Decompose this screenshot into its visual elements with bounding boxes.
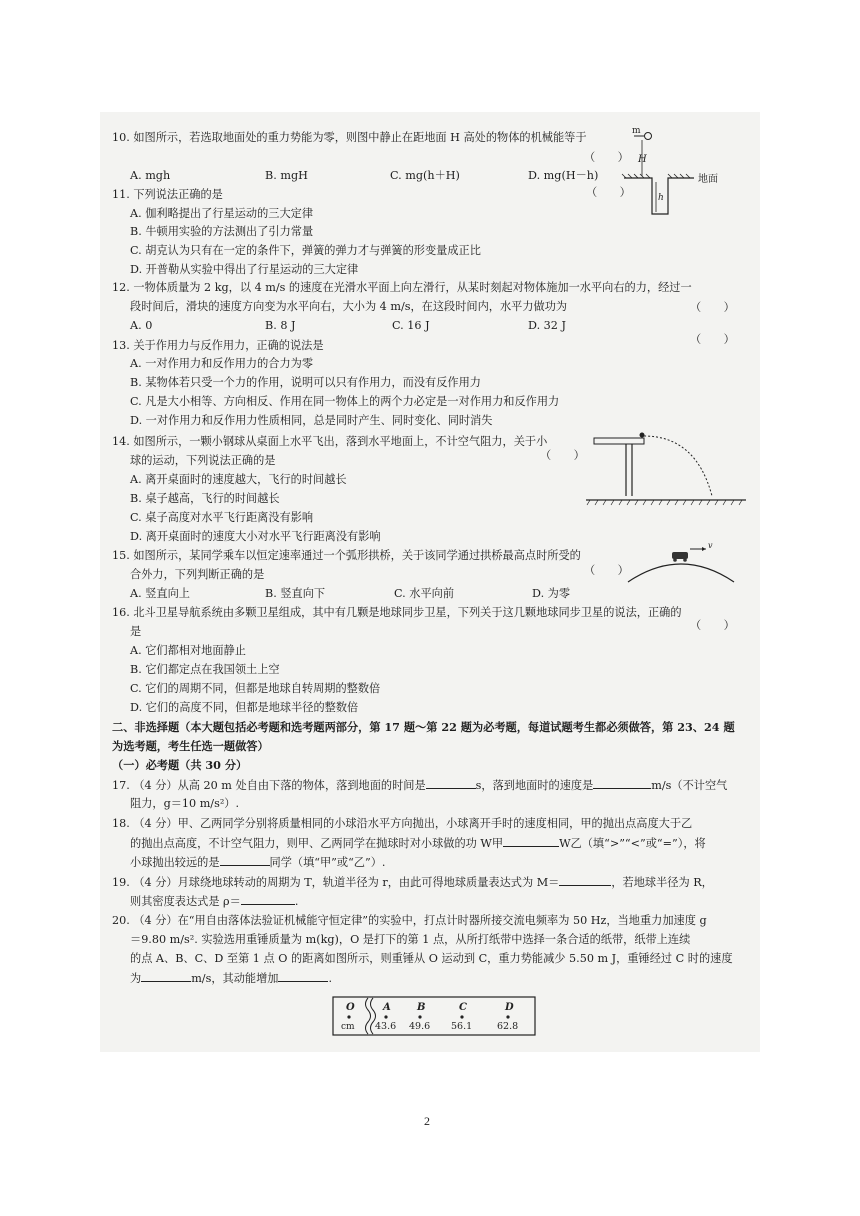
q10-option-d: D. mg(H－h) bbox=[528, 169, 599, 182]
q19-text-2b: . bbox=[294, 895, 299, 908]
q18-line1: 18. （4 分）甲、乙两同学分别将质量相同的小球沿水平方向抛出，小球离开手时的速度相同，甲的抛出点高度大于乙 bbox=[112, 817, 693, 830]
tape-point-value-D: 62.8 bbox=[497, 1021, 519, 1032]
q12-stem-line1: 12. 一物体质量为 2 kg，以 4 m/s 的速度在光滑水平面上向左滑行，从某时刻起对物体施加一水平向右的力，经过一 bbox=[112, 281, 692, 294]
tape-point-label-D: D bbox=[505, 1002, 514, 1013]
q14-option-b: B. 桌子越高，飞行的时间越长 bbox=[130, 492, 280, 505]
tape-origin-dot bbox=[347, 1015, 350, 1018]
q10-stem: 10. 如图所示，若选取地面处的重力势能为零，则图中静止在距地面 H 高处的物体的机械能等于 bbox=[112, 131, 587, 144]
q12-stem-line2: 段时间后，滑块的速度方向变为水平向右，大小为 4 m/s，在这段时间内，水平力做功为 bbox=[130, 300, 568, 313]
section2-heading-line1: 二、非选择题（本大题包括必考题和选考题两部分，第 17 题～第 22 题为必考题，每道试题考生都必须做答，第 23、24 题 bbox=[112, 720, 735, 734]
q14-stem-line1: 14. 如图所示，一颗小钢球从桌面上水平飞出，落到水平地面上，不计空气阻力，关于小 bbox=[112, 435, 548, 448]
q17-blank-time[interactable] bbox=[426, 777, 476, 789]
q10-fig-ground: 地面 bbox=[698, 174, 718, 185]
page-number: 2 bbox=[424, 1114, 430, 1128]
q14-option-a: A. 离开桌面时的速度越大，飞行的时间越长 bbox=[130, 473, 347, 486]
tape-point-label-B: B bbox=[417, 1002, 426, 1013]
q14-answer-paren: （ ） bbox=[540, 449, 585, 462]
q15-option-c: C. 水平向前 bbox=[394, 587, 455, 600]
q15-option-a: A. 竖直向上 bbox=[130, 587, 190, 600]
q16-option-a: A. 它们都相对地面静止 bbox=[130, 644, 246, 657]
q10-fig-m: m bbox=[632, 126, 641, 136]
q20-line4 bbox=[130, 970, 332, 986]
q10-figure bbox=[616, 126, 744, 222]
q17-text-b: s，落到地面时的速度是 bbox=[475, 779, 594, 792]
q19-text-2a: 则其密度表达式是 ρ＝ bbox=[130, 895, 241, 908]
q20-text-4a: 为 bbox=[130, 972, 142, 985]
q19-blank-density[interactable] bbox=[241, 893, 295, 905]
q17-blank-velocity[interactable] bbox=[593, 777, 651, 789]
q11-option-a: A. 伽利略提出了行星运动的三大定律 bbox=[130, 207, 314, 220]
q18-text-3a: 小球抛出较远的是 bbox=[130, 856, 220, 869]
q16-option-b: B. 它们都定点在我国领土上空 bbox=[130, 663, 280, 676]
tape-point-value-C: 56.1 bbox=[451, 1021, 473, 1032]
q12-option-d: D. 32 J bbox=[528, 319, 566, 332]
q14-stem-line2: 球的运动，下列说法正确的是 bbox=[130, 454, 276, 467]
q19-line2 bbox=[130, 893, 298, 909]
q11-answer-paren: （ ） bbox=[586, 186, 631, 199]
q18-text-2b: W乙（填“>”“<”或“=”），将 bbox=[559, 837, 706, 850]
q11-option-b: B. 牛顿用实验的方法测出了引力常量 bbox=[130, 225, 314, 238]
q18-text-2a: 的抛出点高度，不计空气阻力，则甲、乙两同学在抛球时对小球做的功 W甲 bbox=[130, 837, 504, 850]
q13-stem: 13. 关于作用力与反作用力，正确的说法是 bbox=[112, 339, 324, 352]
tape-point-dot-C bbox=[460, 1015, 463, 1018]
q18-line3 bbox=[130, 854, 385, 870]
q17-line2: 阻力，g＝10 m/s²）. bbox=[130, 797, 240, 810]
q20-text-4b: m/s，其动能增加 bbox=[191, 972, 279, 985]
q11-option-d: D. 开普勒从实验中得出了行星运动的三大定律 bbox=[130, 263, 359, 276]
q13-option-d: D. 一对作用力和反作用力性质相同，总是同时产生、同时变化、同时消失 bbox=[130, 414, 493, 427]
q16-answer-paren: （ ） bbox=[690, 619, 735, 632]
q20-line2: ＝9.80 m/s². 实验选用重锤质量为 m(kg)，O 是打下的第 1 点，从所打纸带中选择一条合适的纸带，纸带上连续 bbox=[130, 933, 691, 946]
q15-option-d: D. 为零 bbox=[532, 587, 571, 600]
q13-option-a: A. 一对作用力和反作用力的合力为零 bbox=[130, 357, 314, 370]
q19-text-1b: ，若地球半径为 R， bbox=[611, 876, 713, 889]
q20-blank-speed[interactable] bbox=[141, 970, 191, 982]
q11-stem: 11. 下列说法正确的是 bbox=[112, 188, 223, 201]
q13-option-c: C. 凡是大小相等、方向相反、作用在同一物体上的两个力必定是一对作用力和反作用力 bbox=[130, 395, 560, 408]
q14-option-d: D. 离开桌面时的速度大小对水平飞行距离没有影响 bbox=[130, 530, 381, 543]
q12-answer-paren: （ ） bbox=[690, 301, 735, 314]
tape-point-value-B: 49.6 bbox=[409, 1021, 431, 1032]
q14-table-figure bbox=[586, 430, 746, 510]
q20-text-4c: . bbox=[328, 972, 333, 985]
q18-line2 bbox=[130, 835, 706, 851]
section2-required-heading: （一）必考题（共 30 分） bbox=[112, 758, 248, 772]
q20-line3: 的点 A、B、C、D 至第 1 点 O 的距离如图所示，则重锤从 O 运动到 C，重力势能减少 5.50 m J，重锤经过 C 时的速度 bbox=[130, 952, 733, 965]
q18-blank-compare[interactable] bbox=[503, 835, 559, 847]
q15-stem-line2: 合外力，下列判断正确的是 bbox=[130, 568, 265, 581]
q16-stem-line2: 是 bbox=[130, 625, 142, 638]
q13-answer-paren: （ ） bbox=[690, 333, 735, 346]
q10-fig-H: H bbox=[638, 154, 647, 165]
q20-blank-kinetic[interactable] bbox=[278, 970, 328, 982]
q10-option-c: C. mg(h＋H) bbox=[390, 169, 460, 182]
q16-stem-line1: 16. 北斗卫星导航系统由多颗卫星组成，其中有几颗是地球同步卫星，下列关于这几颗地球同步卫星的说法，正确的 bbox=[112, 606, 682, 619]
q17-text-a: 17. （4 分）从高 20 m 处自由下落的物体，落到地面的时间是 bbox=[112, 779, 426, 792]
q10-option-b: B. mgH bbox=[265, 169, 308, 182]
q15-answer-paren: （ ） bbox=[584, 564, 629, 577]
tape-point-value-A: 43.6 bbox=[375, 1021, 397, 1032]
q12-option-a: A. 0 bbox=[130, 319, 153, 332]
q15-stem-line1: 15. 如图所示，某同学乘车以恒定速率通过一个弧形拱桥，关于该同学通过拱桥最高点时所受的 bbox=[112, 549, 581, 562]
q20-line1: 20. （4 分）在“用自由落体法验证机械能守恒定律”的实验中，打点计时器所接交流电频率为 50 Hz，当地重力加速度 g bbox=[112, 914, 707, 927]
q17-text-c: m/s（不计空气 bbox=[651, 779, 728, 792]
q10-answer-paren: （ ） bbox=[584, 151, 629, 164]
tape-point-dot-D bbox=[506, 1015, 509, 1018]
tape-origin-label: O bbox=[346, 1002, 355, 1013]
q14-option-c: C. 桌子高度对水平飞行距离没有影响 bbox=[130, 511, 314, 524]
tape-point-dot-A bbox=[384, 1015, 387, 1018]
q18-blank-student[interactable] bbox=[220, 854, 270, 866]
q15-fig-v: v bbox=[708, 541, 713, 550]
q16-option-c: C. 它们的周期不同，但都是地球自转周期的整数倍 bbox=[130, 682, 381, 695]
q13-option-b: B. 某物体若只受一个力的作用，说明可以只有作用力，而没有反作用力 bbox=[130, 376, 481, 389]
q20-paper-tape-figure bbox=[332, 996, 536, 1036]
tape-unit-label: cm bbox=[341, 1022, 355, 1032]
q19-blank-mass[interactable] bbox=[559, 874, 611, 886]
q12-option-c: C. 16 J bbox=[392, 319, 430, 332]
tape-point-label-C: C bbox=[459, 1002, 467, 1013]
q19-text-1a: 19. （4 分）月球绕地球转动的周期为 T，轨道半径为 r，由此可得地球质量表达式为 M＝ bbox=[112, 876, 560, 889]
q17-line1 bbox=[112, 777, 727, 793]
q11-option-c: C. 胡克认为只有在一定的条件下，弹簧的弹力才与弹簧的形变量成正比 bbox=[130, 244, 481, 257]
q10-option-a: A. mgh bbox=[130, 169, 171, 182]
q12-option-b: B. 8 J bbox=[265, 319, 296, 332]
q16-option-d: D. 它们的高度不同，但都是地球半径的整数倍 bbox=[130, 701, 359, 714]
q15-bridge-figure bbox=[626, 540, 736, 584]
q15-option-b: B. 竖直向下 bbox=[265, 587, 326, 600]
tape-point-dot-B bbox=[418, 1015, 421, 1018]
q10-fig-h: h bbox=[658, 193, 664, 203]
tape-point-label-A: A bbox=[383, 1002, 391, 1013]
section2-heading-line2: 为选考题，考生任选一题做答） bbox=[112, 739, 269, 753]
q18-text-3b: 同学（填“甲”或“乙”）. bbox=[269, 856, 386, 869]
q19-line1 bbox=[112, 874, 713, 890]
